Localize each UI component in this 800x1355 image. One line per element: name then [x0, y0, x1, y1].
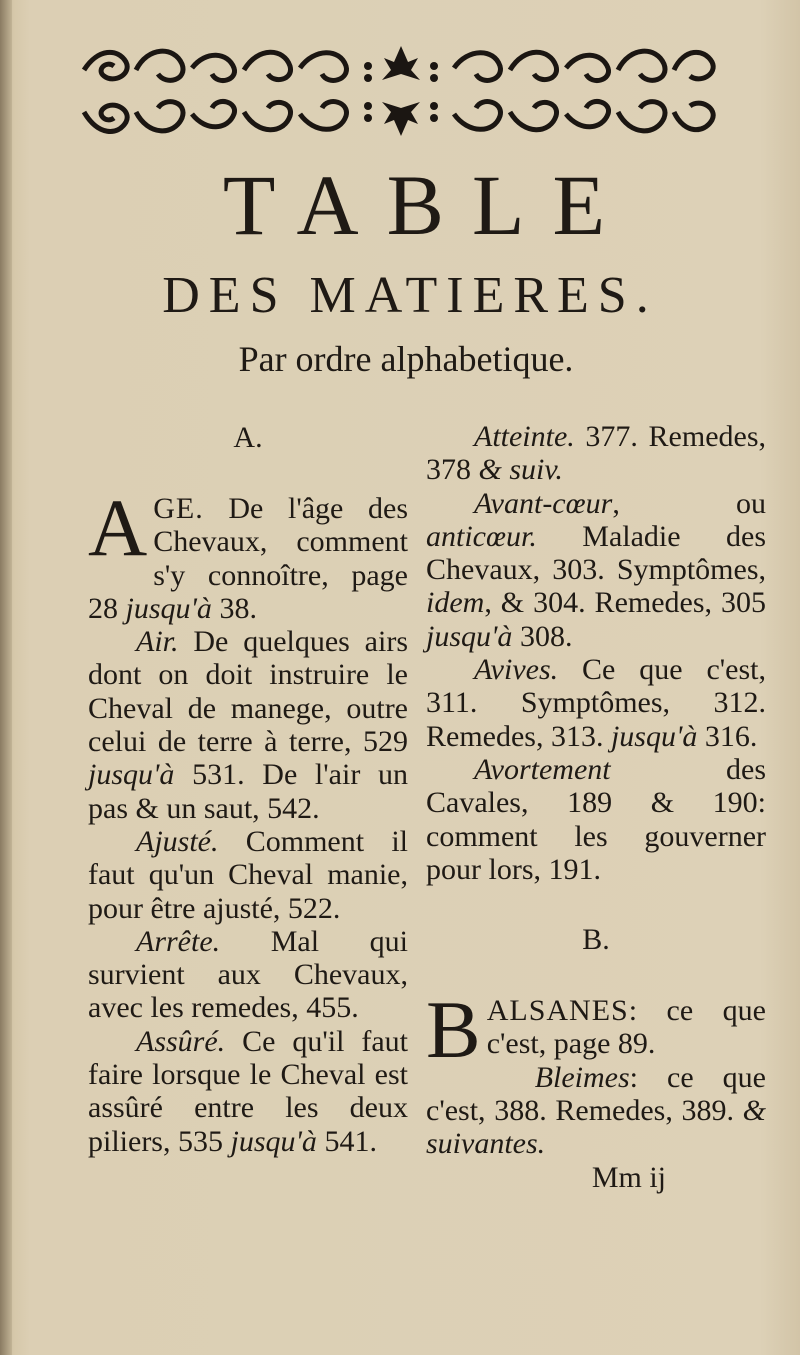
entry-atteinte: Atteinte. 377. Remedes, 378 & suiv.	[426, 420, 766, 487]
ornament-band-bottom	[78, 92, 724, 142]
ornament-band-top	[78, 40, 724, 90]
entry-avant-coeur: Avant-cœur, ou anticœur. Maladie des Chevaux, 303. Symptômes, idem, & 304. Remedes, 305 jusqu'à 308.	[426, 486, 766, 653]
entry-air: Air. De quelques airs dont on doit instruire le Cheval de manege, outre celui de terre à terre, 529 jusqu'à 531. De l'air un pas & un saut, 542.	[88, 625, 408, 825]
entry-bleimes: Bleimes: ce que c'est, 388. Remedes, 389. & suivantes.	[426, 1060, 766, 1161]
page-title: TABLE	[222, 157, 634, 253]
entry-avortement: Avortement des Cavales, 189 & 190: comment les gouverner pour lors, 191.	[426, 752, 766, 886]
section-letter-a: A.	[233, 421, 263, 454]
right-column	[426, 420, 766, 1194]
signature-mark: Mm ij	[591, 1160, 666, 1194]
drop-cap-a: A	[88, 482, 148, 573]
entry-arrete: Arrête. Mal qui survient aux Chevaux, avec les remedes, 455.	[88, 924, 408, 1025]
entry-age: AGE. De l'âge des Chevaux, comment s'y connoître, page 28 jusqu'à 38.	[88, 482, 408, 625]
drop-cap-b: B	[426, 984, 481, 1076]
section-letter-b: B.	[582, 923, 610, 957]
page-subtitle-order: Par ordre alphabetique.	[238, 339, 574, 379]
left-column	[88, 420, 408, 1158]
entry-assure: Assûré. Ce qu'il faut faire lorsque le Cheval est assûré entre les deux piliers, 535 jusqu'à 541.	[88, 1024, 408, 1158]
entry-avives: Avives. Ce que c'est, 311. Symptômes, 312. Remedes, 313. jusqu'à 316.	[426, 653, 766, 753]
entry-balsanes: BALSANES: ce que c'est, page 89.	[426, 984, 766, 1076]
entry-ajuste: Ajusté. Comment il faut qu'un Cheval manie, pour être ajusté, 522.	[88, 824, 408, 925]
page-subtitle: DES MATIERES.	[162, 267, 658, 324]
